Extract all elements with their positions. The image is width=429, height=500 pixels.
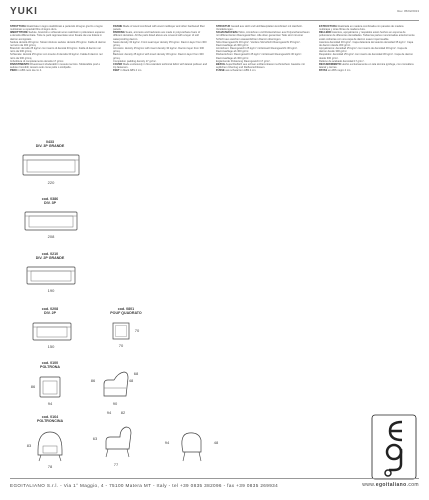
spec-heading: STRUKTUR bbox=[216, 25, 231, 28]
big-armchair-width: 78 bbox=[47, 464, 53, 469]
footer-divider bbox=[10, 478, 419, 479]
spec-heading: RECUBRIMIENTO bbox=[319, 62, 341, 66]
product-code: cod. 0801 bbox=[117, 307, 135, 311]
armchair-side-height2: 68 bbox=[133, 371, 139, 376]
spec-text: Schienale: densità 25 kg/mc con inserto di densità 30 kg/mc. Falda di dacron nel retro da 300 gr/mq. bbox=[10, 53, 103, 60]
product-name: DIV. 3P bbox=[43, 201, 57, 205]
spec-paragraph bbox=[319, 69, 415, 72]
sofa-large-width: 220 bbox=[47, 180, 55, 185]
spec-text: Realizzata in legno stabilizzato a partendo di legno grezzo o legno multistrato su speciali fibre di legno duro. bbox=[10, 25, 103, 32]
sofa-large-label bbox=[20, 140, 80, 148]
revision-label: Rev. 05/02/2013 bbox=[397, 9, 419, 13]
sofa-2p-large-width: 190 bbox=[47, 288, 55, 293]
product-code: cod. 0208 bbox=[41, 307, 59, 311]
spec-paragraph bbox=[113, 31, 209, 40]
spec-text: Backrest: density 25 kg/mc with insert density 30 kg/mc. Dacron layer from 300 gr/mq. bbox=[113, 53, 204, 60]
product-name: DIV. 2P bbox=[43, 311, 57, 315]
spec-column-english bbox=[113, 25, 209, 72]
spec-text: Gestell aus Holz und Holzfaserplatten kombiniert mit Hartholz-Verstärkungen. bbox=[216, 25, 303, 32]
armchair-top-drawing bbox=[39, 376, 61, 398]
armchair-width: 94 bbox=[47, 401, 53, 406]
pouf-width: 70 bbox=[118, 343, 124, 348]
website-brand: egoitaliano bbox=[375, 482, 407, 488]
spec-text: Seats, armrests and backrests are made in polyurethane foam of different densities. All the parts listed above are covered with a layer of soft waterproofing dacron. bbox=[113, 31, 201, 41]
spec-text: Ergänzende Polsterung Raumgewicht 17 gr/m³. bbox=[216, 59, 271, 63]
product-code: cod. 0100 bbox=[41, 361, 59, 365]
big-armchair-front-drawing bbox=[35, 430, 65, 462]
website-prefix: www. bbox=[362, 482, 376, 488]
spec-paragraph bbox=[10, 31, 106, 40]
spec-text: Realizada en madera combinada con paneles de madera multicapa y otras fibras de madera dura. bbox=[319, 25, 404, 32]
product-name: DIV. 3P GRANDE bbox=[35, 144, 65, 148]
big-armchair-side-height2: 82 bbox=[120, 410, 126, 415]
product-name: DIV. 2P GRANDE bbox=[35, 256, 65, 260]
spec-text: Relleno de acabado densidad 17 gr/m³. bbox=[319, 59, 365, 63]
product-code: cod. 0386 bbox=[41, 197, 59, 201]
spec-heading: PADDING bbox=[113, 31, 125, 35]
spec-paragraph bbox=[113, 69, 209, 72]
armchair-label bbox=[20, 361, 80, 369]
spec-text: en ABS negro 4 cm. bbox=[327, 69, 352, 73]
spec-text: Apoyabrazos: densidad 25 kg/m³ con inserto de densidad 30 kg/m³. Capa de dacron desde 300 gr/m². bbox=[319, 47, 408, 54]
spec-heading: ESTRUCTURA bbox=[319, 25, 337, 28]
spec-heading: COVER bbox=[113, 62, 123, 66]
footer bbox=[10, 481, 419, 491]
website-suffix: .com bbox=[406, 482, 419, 488]
big-armchair-depth: 83 bbox=[26, 443, 32, 448]
big-armchair-label bbox=[20, 415, 80, 423]
header-divider bbox=[10, 20, 419, 21]
website-link[interactable] bbox=[362, 482, 419, 488]
spec-text: Completion padding density 17 gr/mc. bbox=[113, 59, 157, 63]
pouf-drawing bbox=[112, 322, 130, 340]
product-code: cod. 0164 bbox=[41, 415, 59, 419]
spec-heading: PATAS bbox=[319, 69, 328, 73]
spec-text: Sitze, Armlehnen und Rückenlehnen aus Polyurethanschaum mit differenzierten Raumgewichten. Alle oben genannten Teile sind mit einer Schicht aus weichem wasserdichtem Dacron überzogen. bbox=[216, 31, 310, 41]
spec-heading: FEET bbox=[113, 69, 120, 73]
spec-text: Rückenlehnen: Raumgewicht 25 kg/m³ mit Einsatz Raumgewicht 30 kg/m³. Dacronauflage ab 300 gr/m². bbox=[216, 53, 302, 60]
product-name: POLTRONCINA bbox=[36, 419, 64, 423]
spec-paragraph bbox=[10, 69, 106, 72]
spec-text: in black ABS 4 cm. bbox=[120, 69, 142, 73]
company-address: EGOITALIANO S.r.l. - Via 1° Maggio, 4 - 75100 Matera MT - Italy - tel +39 0835 382096 - fax +39 0835 269934 bbox=[10, 483, 279, 488]
armchair-side-height: 86 bbox=[90, 378, 96, 383]
spec-text: Hecho exclusivamente en tela técnica ignífuga, con cremallera lateral y cierres. bbox=[319, 62, 414, 70]
big-armchair-side-depth: 94 bbox=[164, 440, 170, 445]
sofa-2p-drawing bbox=[32, 322, 72, 341]
spec-text: Made of wood combined with wood multilayer and other hardwood fiber panels. bbox=[113, 25, 205, 32]
spec-paragraph bbox=[216, 31, 312, 40]
sofa-3p-width: 208 bbox=[47, 234, 55, 239]
armchair-side-depth: 90 bbox=[112, 401, 118, 406]
spec-text: Made exclusively in fire-retardant technical fabric with lateral pullover and zip fasteners. bbox=[113, 62, 208, 70]
spec-column-italian bbox=[10, 25, 106, 72]
spec-text: Ausschließlich aus schwer entflammbarem technischem Gewebe mit seitlichem Überzug und Reißverschlüssen. bbox=[216, 62, 305, 70]
spec-paragraph bbox=[216, 69, 312, 72]
spec-text: aus schwarzem ABS 4 cm. bbox=[225, 69, 257, 73]
big-armchair-side-height1: 63 bbox=[92, 436, 98, 441]
spec-text: Armrests: density 25 kg/mc with insert density 30 kg/mc. Dacron layer from 300 gr/mq. bbox=[113, 47, 204, 54]
spec-column-spanish bbox=[319, 25, 415, 72]
sofa-3p-drawing bbox=[24, 211, 78, 231]
big-armchair-back-drawing bbox=[175, 430, 209, 462]
big-armchair-side-drawing bbox=[100, 425, 134, 459]
spec-paragraph bbox=[319, 31, 415, 40]
spec-heading: RELLENO bbox=[319, 31, 332, 35]
big-armchair-side-depth3: 48 bbox=[213, 440, 219, 445]
spec-text: Respaldos: densidad 25 kg/m³ con inserto de densidad 30 kg/m³. Capa de dacron desde 300 gr/m². bbox=[319, 53, 414, 60]
spec-heading: FRAME bbox=[113, 25, 123, 28]
spec-heading: FÜSSE bbox=[216, 69, 225, 73]
spec-text: Imbottitura di completamento densità 17 gr/mc. bbox=[10, 59, 65, 63]
spec-heading: RIVESTIMENTO bbox=[10, 62, 30, 66]
spec-heading: STRUTTURA bbox=[10, 25, 26, 28]
sofa-3p-label bbox=[20, 197, 80, 205]
spec-text: Sitze Raumgewicht 30 kg/m³. Vordere Sitzschicht Raumgewicht 35 kg/m³. Dacronauflage ab 300 gr/m². bbox=[216, 40, 301, 47]
spec-heading: BEZUG bbox=[216, 62, 226, 66]
spec-text: Armlehnen: Raumgewicht 25 kg/m³ mit Einsatz Raumgewicht 30 kg/m³. Dacronauflage ab 300 gr/m². bbox=[216, 47, 298, 54]
spec-text: in ABS nero da cm 4. bbox=[17, 69, 42, 73]
ego-logo bbox=[368, 414, 420, 480]
spec-heading: PIEDI bbox=[10, 69, 17, 73]
spec-text: Seduta densità 30 kg/mc. Strato inferiore seduta: densità 35 kg/mc. Falda di dacron nel retro da 300 gr/mq. bbox=[10, 40, 106, 47]
big-armchair-side-depth2: 77 bbox=[113, 462, 119, 467]
pouf-label bbox=[96, 307, 156, 315]
pouf-depth: 70 bbox=[134, 328, 140, 333]
spec-text: Braccioli: densità 25 kg/mc con inserto di densità 30 kg/mc. Falda di dacron nel retro da 300 gr/mq. bbox=[10, 47, 101, 54]
spec-column-german bbox=[216, 25, 312, 72]
spec-text: Asientos densidad 30 kg/m³. Capa delantera del asiento densidad 35 kg/m³. Capa de dacron desde 300 gr/m². bbox=[319, 40, 414, 47]
spec-text: Asientos, apoyabrazos y respaldos están hechos en espuma de poliuretano de diferentes densidades. Todas las partes mencionadas anteriormente están cubiertas con una capa de dacron suave impermeable. bbox=[319, 31, 415, 41]
armchair-side-height3: 48 bbox=[128, 378, 134, 383]
product-name: POLTRONA bbox=[40, 365, 60, 369]
sofa-2p-width: 150 bbox=[47, 344, 55, 349]
sofa-2p-label bbox=[20, 307, 80, 315]
spec-text: Sedute, braccioli e schienali sono realizzati in poliuretano espanso a densità differenziata. Tutte le parti rappresentate sono fissate da una fodera in dacron accoppiato. bbox=[10, 31, 105, 41]
page-title: YUKI bbox=[10, 6, 38, 17]
spec-heading: SCHAUMAUFBAU bbox=[216, 31, 239, 35]
product-name: POUF QUADRATO bbox=[110, 311, 142, 315]
product-code: cod. 0210 bbox=[41, 252, 59, 256]
armchair-side-drawing bbox=[100, 370, 130, 398]
sofa-2p-large-label bbox=[18, 252, 82, 260]
sofa-2p-large-drawing bbox=[26, 266, 76, 285]
spec-heading: IMBOTTITURE bbox=[10, 31, 28, 35]
product-code: 0433 bbox=[46, 140, 54, 144]
armchair-depth: 86 bbox=[30, 384, 36, 389]
spec-text: Rivestimenti sfoderabili in tessuto tecnico. Sfoderabile pouf e sedute rimovibili; tessuto solo come pelle o similpelle. bbox=[10, 62, 101, 70]
spec-text: Seats density 30 kg/mc. Front seat layer density 35 kg/mc. Dacron layer from 300 gr/mq. bbox=[113, 40, 207, 47]
big-armchair-side-width: 94 bbox=[106, 410, 112, 415]
sofa-large-drawing bbox=[22, 154, 80, 176]
